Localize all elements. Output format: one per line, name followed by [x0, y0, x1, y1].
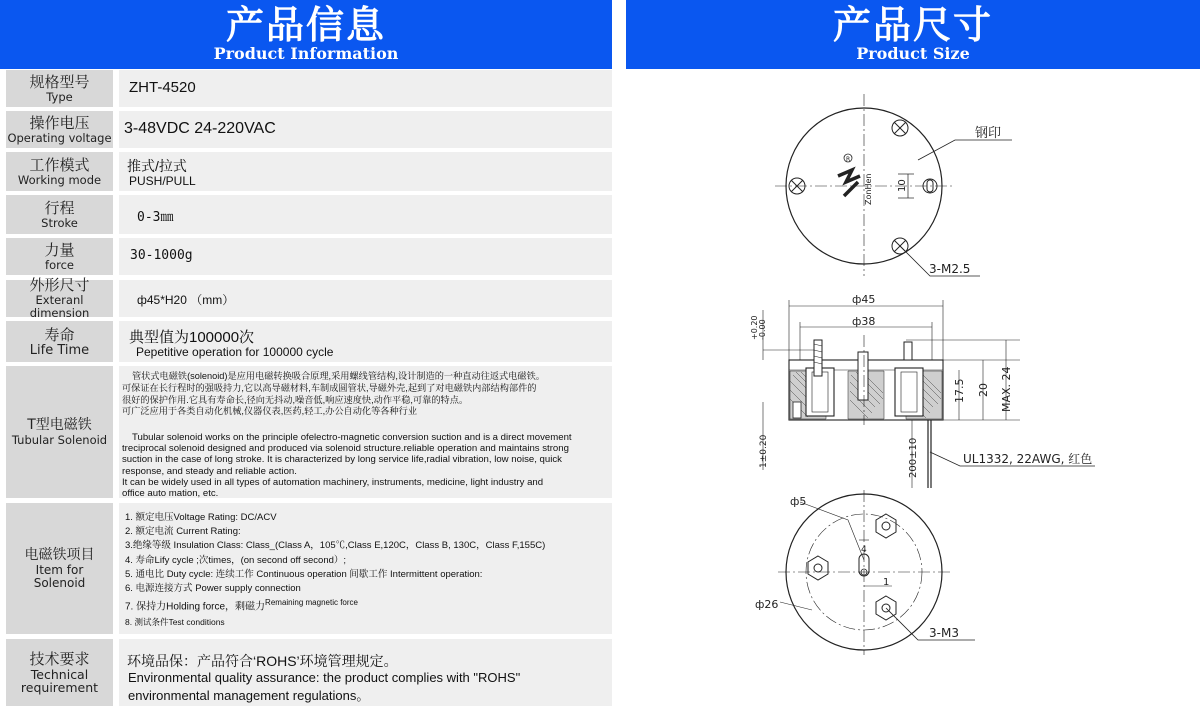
dim-10-label: 10	[897, 179, 908, 192]
row-label-cn: 寿命	[44, 325, 75, 344]
desc-en-line: office auto mation, etc.	[122, 488, 219, 500]
tech-value-en-2: environmental management regulations。	[128, 688, 370, 703]
row-label-en: Life Time	[29, 342, 90, 358]
lead-length-label: 200±10	[908, 437, 919, 478]
row-value-cell	[119, 70, 612, 107]
product-size-panel	[626, 0, 1200, 711]
row-label-en: Stroke	[41, 215, 78, 230]
desc-en-line: treciprocal solenoid designed and produced via solenoid structure.reliable operation and maintains strong	[122, 443, 569, 455]
product-size-banner	[626, 0, 1200, 69]
row-value-en: Pepetitive operation for 100000 cycle	[136, 345, 334, 359]
row-value: 0-3㎜	[137, 210, 174, 225]
desc-cn-line: 可保证在长行程时的强吸持力,它以高导磁材料,车制成圆管状,导磁外壳,起到了对电磁铁内部结构部件的	[122, 382, 537, 393]
row-label-en-2: Solenoid	[33, 576, 86, 590]
row-value-en: PUSH/PULL	[129, 174, 196, 188]
row-label-cn: 力量	[44, 240, 75, 259]
row-value-cell	[119, 503, 612, 634]
row-label-cn: 电磁铁项目	[24, 547, 95, 563]
row-value-cell	[119, 639, 612, 706]
desc-en-line: Tubular solenoid works on the principle ofelectro-magnetic conversion suction and is a direct movement	[132, 432, 572, 443]
product-info-banner	[0, 0, 612, 69]
dim-4-label: 4	[861, 545, 867, 555]
screw-top-label: 3-M2.5	[929, 262, 971, 276]
row-label	[6, 276, 113, 320]
tolerance-top-label-2: -0.00	[758, 319, 767, 340]
item-line-text: 7. 保持力Holding force，剩磁力	[125, 601, 266, 613]
dim-20-label: 20	[977, 383, 990, 397]
row-value: ZHT-4520	[129, 79, 196, 96]
row-label	[6, 111, 113, 148]
row-label-en: Exteranl dimension	[29, 293, 90, 320]
row-value: ф45*H20 （mm）	[137, 293, 235, 307]
item-line: 4. 寿命Lify cycle ;次times，(on second off second）;	[125, 554, 347, 566]
spec-row-voltage	[6, 111, 612, 148]
row-value-cell	[119, 366, 612, 498]
row-value-cell	[119, 111, 612, 148]
remaining-magnetic-note: Remaining magnetic force	[265, 598, 358, 608]
screw-head	[892, 120, 908, 136]
row-label-cn: 规格型号	[29, 72, 90, 91]
row-value-cell	[119, 195, 612, 234]
row-label-en: Type	[46, 89, 73, 104]
tolerance-top-label: +0.20	[750, 315, 759, 340]
technical-requirement-row	[6, 639, 612, 706]
logo-text: ZonHen	[864, 173, 873, 205]
technical-drawing	[626, 69, 1200, 711]
item-line: 1. 额定电压Voltage Rating: DC/ACV	[125, 512, 277, 523]
top-view	[775, 94, 1012, 276]
row-label	[6, 70, 113, 107]
dim-d45-label: ф45	[852, 293, 876, 306]
row-value-cell	[119, 152, 612, 191]
tech-value-en-1: Environmental quality assurance: the product complies with "ROHS"	[128, 670, 521, 685]
item-line: 3.绝缘等级 Insulation Class: Class_(Class A，105℃,Class E,120C，Class B, 130C，Class F,155C)	[125, 540, 546, 552]
screw-bottom-label: 3-M3	[929, 626, 959, 640]
row-label-cn: 操作电压	[29, 113, 90, 132]
dim-d5-label: ф5	[790, 495, 807, 508]
row-value: 典型值为100000次	[129, 329, 255, 346]
row-value: 推式/拉式	[127, 158, 187, 174]
description-en	[122, 432, 608, 499]
row-label-en: force	[45, 257, 74, 272]
side-view	[750, 293, 1095, 488]
spec-row-life-time	[6, 321, 612, 362]
desc-en-line: suction in the case of long stroke. It is characterized by long service life,radial vibration, low noise, quick	[122, 454, 562, 466]
desc-en-line: It can be widely used in all types of automation machinery, instruments, medicine, light industry and	[122, 476, 544, 488]
zonhen-logo	[838, 154, 873, 205]
row-label-en: Operating voltage	[7, 130, 112, 145]
row-label	[6, 195, 113, 234]
row-label	[6, 503, 113, 634]
row-label-en-2: requirement	[20, 680, 99, 695]
row-label-cn: 技术要求	[29, 650, 90, 668]
row-value: 3-48VDC 24-220VAC	[124, 120, 276, 137]
row-label	[6, 152, 113, 191]
spec-row-stroke	[6, 195, 612, 234]
tubular-solenoid-row	[6, 366, 612, 498]
row-value: 30-1000g	[130, 248, 193, 263]
row-label-en: Technical	[30, 667, 89, 682]
items-for-solenoid-row	[6, 503, 612, 634]
row-label-en: Working mode	[17, 172, 102, 187]
spec-row-dimension	[6, 276, 612, 320]
dim-1-label: 1	[883, 577, 890, 588]
row-label	[6, 238, 113, 275]
dim-d26-label: ф26	[755, 598, 779, 611]
row-label-cn: 工作模式	[29, 155, 90, 174]
item-line	[125, 596, 608, 615]
spec-row-type	[6, 70, 612, 107]
row-label-cn: 行程	[44, 198, 75, 217]
wire-spec-label: UL1332, 22AWG, 红色	[963, 452, 1093, 466]
tech-value-cn: 环境品保：产品符合‘ROHS’环境管理规定。	[127, 653, 398, 669]
stamp-label: 钢印	[975, 126, 1002, 141]
item-line: 2. 额定电流 Current Rating:	[125, 526, 241, 538]
item-line: 8. 测试条件Test conditions	[125, 616, 225, 627]
dim-d38-label: ф38	[852, 315, 876, 328]
desc-cn-line: 可广泛应用于各类自动化机械,仪器仪表,医药,轻工,办公自动化等各种行业	[122, 406, 418, 417]
row-label-en: Tubular Solenoid	[11, 433, 108, 447]
row-label	[6, 366, 113, 498]
product-size-title-cn: 产品尺寸	[832, 3, 993, 47]
desc-en-line: response, and steady and reliable action.	[122, 465, 297, 477]
spec-row-working-mode	[6, 152, 612, 191]
product-info-title-cn: 产品信息	[225, 3, 386, 47]
row-value-cell	[119, 238, 612, 275]
svg-text:R: R	[846, 156, 851, 163]
row-label-en: Item for	[35, 563, 84, 577]
spec-row-force	[6, 238, 612, 275]
item-line: 6. 电源连接方式 Power supply connection	[125, 583, 301, 595]
tolerance-side-label: 1±0.20	[759, 434, 769, 468]
row-label	[6, 321, 113, 362]
desc-cn-line: 管状式电磁铁(solenoid)是应用电磁转换吸合原理,采用螺线管结构,设计制造的一种直动往返式电磁铁。	[132, 371, 545, 381]
desc-cn-line: 很好的保护作用.它具有寿命长,径向无抖动,噪音低,响应速度快,动作平稳,可靠的特点。	[122, 394, 469, 405]
hex-nut	[876, 514, 896, 538]
row-value-cell	[119, 280, 612, 317]
items-list	[125, 511, 608, 629]
row-label-cn: T型电磁铁	[27, 417, 92, 433]
item-line: 5. 通电比 Duty cycle: 连续工作 Continuous operation 间歇工作 Intermittent operation:	[125, 568, 483, 580]
description-cn	[122, 371, 608, 418]
row-value-cell	[119, 321, 612, 362]
product-size-title-en: Product Size	[856, 44, 970, 63]
hex-nut	[808, 556, 828, 580]
dim-17-5-label: 17.5	[953, 378, 966, 403]
row-label-cn: 外形尺寸	[29, 276, 90, 294]
dim-max24-label: MAX. 24	[1000, 366, 1013, 412]
product-info-title-en: Product Information	[213, 44, 399, 63]
row-label	[6, 639, 113, 706]
bottom-view	[755, 490, 975, 655]
